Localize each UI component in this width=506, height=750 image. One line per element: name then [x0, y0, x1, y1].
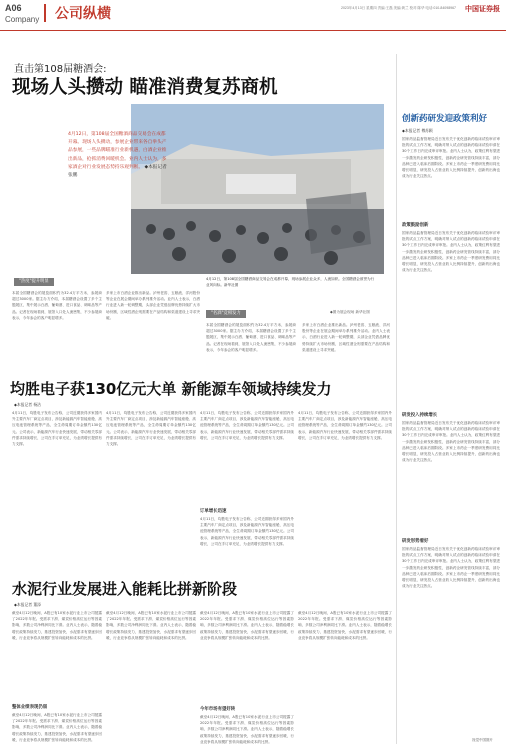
article-two-column-1: 4月11日，均胜电子发布公告称，公司近期获得多家国内外主要汽车厂商定点项目，涉及新能源汽车智能座舱、高压电池管理系统等产品，全生命周期订单金额约130亿元。公司表示，新能源汽车行业快速发展，带动相关零部件需求持续增长，公司在手订单充足，为业绩增长提供有力支撑。: [12, 411, 102, 447]
sidebar-body-2: 国家药品监督管理局近日发布关于优化创新药临床试验审评审批的试点工作方案，明确对纳入试点的创新药临床试验申请在30个工作日内完成审评审批。业内人士认为，政策红利有望进一步激发药企研发积极性，创新药企研发管线持续丰富，部分品种已进入临床后期阶段。多家上市药企一季度研发费用同比增长明显，研发投入占营业收入比例持续提升，创新药出海也成为行业关注热点。: [402, 231, 500, 273]
article-three-column-3: 截至4月12日晚间，A股已有10家水泥行业上市公司披露了2022年年报。受需求下滑、煤炭价格高位运行等因素影响，多数公司净利润同比下滑。业内人士表示，随着稳增长政策持续发力，基建投资加快，水泥需求有望逐步回暖，行业竞争将从规模扩张转向能耗和成本的比拼。: [200, 611, 294, 640]
lead-column-1: 本届全国糖酒会的展览面积约为32.4万平方米，参展商超过3000家。据主办方介绍，本届糖酒会设置了多个主题展区，集中展示白酒、葡萄酒、进口食品、调味品等产品。记者在现场看到，展馆入口处人流密集，不少参展商表示，今年参会的客户明显增多。: [12, 291, 102, 320]
lead-summary-text: 4月12日，第108届全国糖酒商品交易会在成都开幕。现场人头攒动，参展企业带来各自拳头产品参展，一些品牌瞄准行业新机遇，白酒企业推出新品，抢抓消费回暖机会。业内人士认为，多家酒企对行业发展态势持乐观判断。: [68, 132, 167, 170]
article-two-byline: ◆本报记者 杨洁: [14, 402, 41, 407]
sidebar-subhead-1: 政策鼓励创新: [402, 223, 429, 228]
page-header: [0, 0, 506, 32]
sidebar-body-1: 国家药品监督管理局近日发布关于优化创新药临床试验审评审批的试点工作方案，明确对纳入试点的创新药临床试验申请在30个工作日内完成审评审批。业内人士认为，政策红利有望进一步激发药企研发积极性，创新药企研发管线持续丰富，部分品种已进入临床后期阶段。多家上市药企一季度研发费用同比增长明显，研发投入占营业收入比例持续提升，创新药出海也成为行业关注热点。: [402, 137, 500, 179]
sidebar-divider: [396, 54, 397, 744]
sidebar-body-3: 国家药品监督管理局近日发布关于优化创新药临床试验审评审批的试点工作方案，明确对纳入试点的创新药临床试验申请在30个工作日内完成审评审批。业内人士认为，政策红利有望进一步激发药企研发积极性，创新药企研发管线持续丰富，部分品种已进入临床后期阶段。多家上市药企一季度研发费用同比增长明显，研发投入占营业收入比例持续提升，创新药出海也成为行业关注热点。: [402, 421, 500, 463]
article-two-subhead-2: 订单增长迅速: [200, 509, 227, 514]
lead-kicker: 直击第108届糖酒会:: [14, 64, 107, 75]
photo-caption: 4月12日，第108届全国糖酒商品交易会在成都开幕，现场参展企业众多，人流如织。全国糖酒会被誉为行业风向标。新华社图: [206, 277, 375, 287]
article-three-column-4: 截至4月12日晚间，A股已有10家水泥行业上市公司披露了2022年年报。受需求下滑、煤炭价格高位运行等因素影响，多数公司净利润同比下滑。业内人士表示，随着稳增长政策持续发力，基建投资加快，水泥需求有望逐步回暖，行业竞争将从规模扩张转向能耗和成本的比拼。: [298, 611, 392, 640]
article-three-byline: ◆本报记者 董添: [14, 602, 41, 607]
sidebar-body-4: 国家药品监督管理局近日发布关于优化创新药临床试验审评审批的试点工作方案，明确对纳入试点的创新药临床试验申请在30个工作日内完成审评审批。业内人士认为，政策红利有望进一步激发药企研发积极性，创新药企研发管线持续丰富，部分品种已进入临床后期阶段。多家上市药企一季度研发费用同比增长明显，研发投入占营业收入比例持续提升，创新药出海也成为行业关注热点。: [402, 547, 500, 589]
subhead-tag-left: "热度"提升明显: [14, 278, 54, 286]
photo-credit: ◆图为展会现场 新华社图: [330, 310, 370, 314]
section-label: Company: [5, 15, 40, 24]
sidebar-footer: 视觉中国图片: [472, 738, 493, 742]
lead-column-3: 本届全国糖酒会的展览面积约为32.4万平方米，参展商超过3000家。据主办方介绍，本届糖酒会设置了多个主题展区，集中展示白酒、葡萄酒、进口食品、调味品等产品。记者在现场看到，展馆入口处人流密集，不少参展商表示，今年参会的客户明显增多。: [206, 323, 296, 352]
expo-photo: [131, 104, 384, 274]
article-two-column-2: 4月11日，均胜电子发布公告称，公司近期获得多家国内外主要汽车厂商定点项目，涉及新能源汽车智能座舱、高压电池管理系统等产品，全生命周期订单金额约130亿元。公司表示，新能源汽车行业快速发展，带动相关零部件需求持续增长，公司在手订单充足，为业绩增长提供有力支撑。: [106, 411, 196, 447]
sidebar-byline: ◆本报记者 傅苏颖: [402, 128, 433, 133]
article-two-column-3: 4月11日，均胜电子发布公告称，公司近期获得多家国内外主要汽车厂商定点项目，涉及新能源汽车智能座舱、高压电池管理系统等产品，全生命周期订单金额约130亿元。公司表示，新能源汽车行业快速发展，带动相关零部件需求持续增长，公司在手订单充足，为业绩增长提供有力支撑。: [200, 411, 294, 440]
header-accent-bar: [44, 4, 46, 22]
column-title: 公司纵横: [55, 6, 111, 22]
article-two-column-3b: 4月11日，均胜电子发布公告称，公司近期获得多家国内外主要汽车厂商定点项目，涉及新能源汽车智能座舱、高压电池管理系统等产品，全生命周期订单金额约130亿元。公司表示，新能源汽车行业快速发展，带动相关零部件需求持续增长，公司在手订单充足，为业绩增长提供有力支撑。: [200, 517, 294, 546]
subhead-tag-right: "名酒"竞相发力: [206, 310, 246, 318]
article-three-subhead-2: 今年市场有望好转: [200, 707, 236, 712]
sidebar-subhead-3: 研发形势看好: [402, 539, 429, 544]
article-three-headline: 水泥行业发展进入能耗比拼新阶段: [12, 580, 238, 598]
lead-column-4: 多家上市白酒企业推出新品。泸州老窖、五粮液、洋河股份等企业在展会期间举办系列推介活动。业内人士表示，白酒行业进入新一轮调整期，头部企业凭借品牌优势持续扩大市场份额，区域性酒企则需要在产品结构和渠道建设上寻求突破。: [302, 323, 390, 352]
sidebar-subhead-2: 研发投入持续增长: [402, 413, 438, 418]
article-three-column-1b: 截至4月12日晚间，A股已有10家水泥行业上市公司披露了2022年年报。受需求下滑、煤炭价格高位运行等因素影响，多数公司净利润同比下滑。业内人士表示，随着稳增长政策持续发力，基建投资加快，水泥需求有望逐步回暖，行业竞争将从规模扩张转向能耗和成本的比拼。: [12, 713, 102, 742]
article-three-column-1: 截至4月12日晚间，A股已有10家水泥行业上市公司披露了2022年年报。受需求下滑、煤炭价格高位运行等因素影响，多数公司净利润同比下滑。业内人士表示，随着稳增长政策持续发力，基建投资加快，水泥需求有望逐步回暖，行业竞争将从规模扩张转向能耗和成本的比拼。: [12, 611, 102, 640]
lead-column-2: 多家上市白酒企业推出新品。泸州老窖、五粮液、洋河股份等企业在展会期间举办系列推介活动。业内人士表示，白酒行业进入新一轮调整期，头部企业凭借品牌优势持续扩大市场份额，区域性酒企则需要在产品结构和渠道建设上寻求突破。: [106, 291, 200, 320]
sidebar-title: 创新药研发迎政策利好: [402, 114, 488, 124]
page-number: A06: [5, 3, 22, 13]
article-two-column-4: 4月11日，均胜电子发布公告称，公司近期获得多家国内外主要汽车厂商定点项目，涉及新能源汽车智能座舱、高压电池管理系统等产品，全生命周期订单金额约130亿元。公司表示，新能源汽车行业快速发展，带动相关零部件需求持续增长，公司在手订单充足，为业绩增长提供有力支撑。: [298, 411, 392, 440]
article-three-subhead-1: 整体业绩表现仍弱: [12, 705, 48, 710]
lead-byline: ◆本报记者 张鹏: [68, 164, 167, 179]
lead-headline: 现场人头攒动 瞄准消费复苏商机: [12, 77, 278, 98]
article-three-column-3b: 截至4月12日晚间，A股已有10家水泥行业上市公司披露了2022年年报。受需求下滑、煤炭价格高位运行等因素影响，多数公司净利润同比下滑。业内人士表示，随着稳增长政策持续发力，基建投资加快，水泥需求有望逐步回暖，行业竞争将从规模扩张转向能耗和成本的比拼。: [200, 715, 294, 744]
newspaper-logo: 中国证券报: [465, 4, 500, 13]
article-two-headline: 均胜电子获130亿元大单 新能源车领域持续发力: [10, 380, 332, 398]
header-rule: [0, 30, 506, 31]
lead-summary: [68, 131, 168, 180]
article-three-column-2: 截至4月12日晚间，A股已有10家水泥行业上市公司披露了2022年年报。受需求下滑、煤炭价格高位运行等因素影响，多数公司净利润同比下滑。业内人士表示，随着稳增长政策持续发力，基建投资加快，水泥需求有望逐步回暖，行业竞争将从规模扩张转向能耗和成本的比拼。: [106, 611, 196, 640]
expo-photo-illustration: [131, 104, 384, 274]
header-meta: 2023年4月13日 星期四 责编:王磊 美编:黄兰 校对:陈华 电话:010-84098967: [341, 6, 456, 10]
